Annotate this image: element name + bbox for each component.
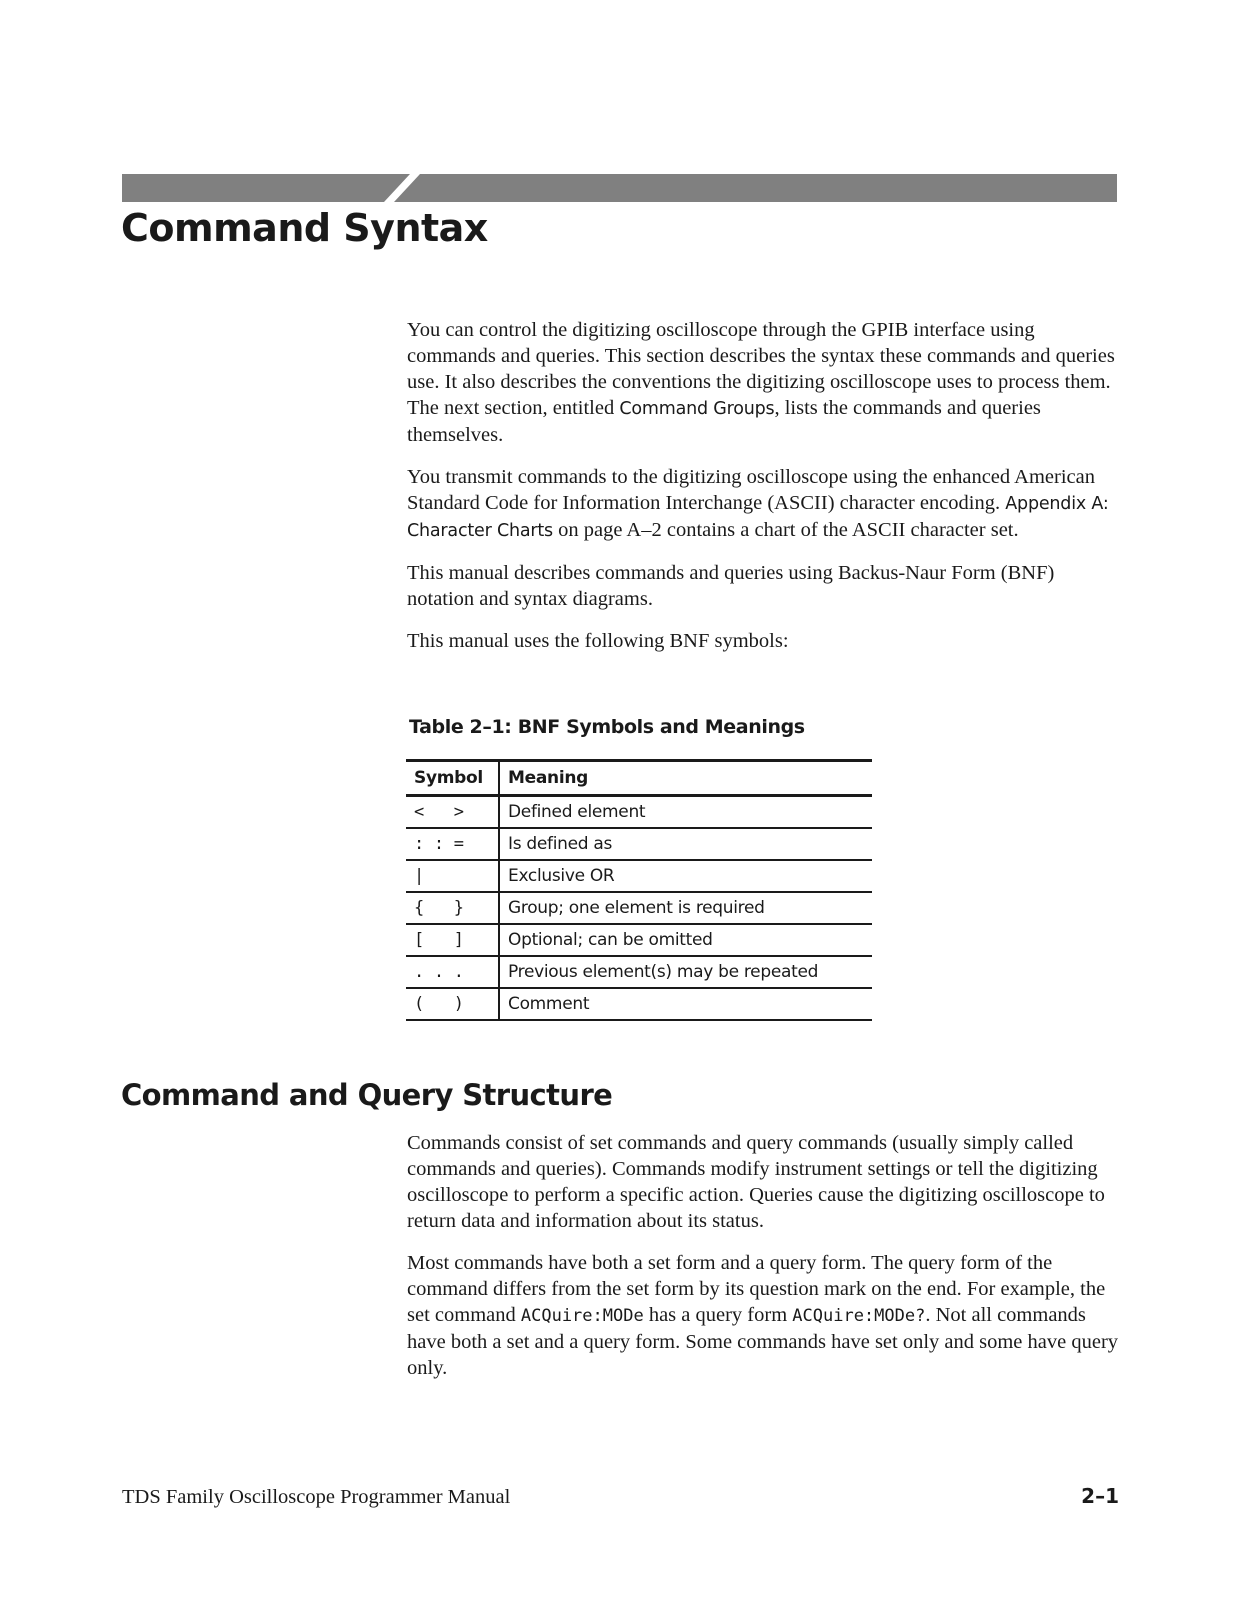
table-row: [406, 988, 872, 1020]
table-caption: Table 2–1: BNF Symbols and Meanings: [409, 716, 805, 738]
code-snippet: ACQuire:MODe?: [792, 1306, 926, 1326]
chapter-header-bar: [122, 174, 1117, 202]
bnf-symbols-table: [406, 759, 872, 1021]
intro-paragraph-4: This manual uses the following BNF symbols:: [407, 630, 789, 652]
intro-paragraph-2: You transmit commands to the digitizing oscilloscope using the enhanced American Standard Code for Information Interchange (ASCII) character encoding. Appendix A: Character Charts on page A–2 contains a chart of the ASCII character set.: [407, 466, 1109, 541]
intro-paragraph-1: You can control the digitizing oscilloscope through the GPIB interface using commands and queries. This section describes the syntax these commands and queries use. It also describes the conventions the digitizing oscilloscope uses to process them. The next section, entitled Command Groups, lists the commands and queries themselves.: [407, 319, 1115, 446]
table-row: [406, 924, 872, 956]
meaning-cell: Group; one element is required: [499, 892, 872, 924]
meaning-cell: Defined element: [499, 796, 872, 829]
symbol-cell: [ ]: [406, 924, 499, 956]
section-heading: Command and Query Structure: [121, 1078, 613, 1112]
table-header-row: [406, 761, 872, 796]
table-row: [406, 956, 872, 988]
meaning-cell: Optional; can be omitted: [499, 924, 872, 956]
table-row: [406, 860, 872, 892]
cross-reference: Command Groups: [619, 399, 775, 419]
symbol-cell: |: [406, 860, 499, 892]
symbol-cell: . . .: [406, 956, 499, 988]
cross-reference: Appendix A: Character Charts: [407, 494, 1109, 541]
intro-paragraph-3: This manual describes commands and queries using Backus-Naur Form (BNF) notation and syntax diagrams.: [407, 562, 1055, 610]
table-row: [406, 828, 872, 860]
meaning-cell: Comment: [499, 988, 872, 1020]
page-title: Command Syntax: [121, 206, 488, 250]
footer-page-number: 2–1: [1081, 1484, 1119, 1508]
symbol-cell: : : =: [406, 828, 499, 860]
meaning-cell: Exclusive OR: [499, 860, 872, 892]
structure-paragraph-2: Most commands have both a set form and a query form. The query form of the command differs from the set form by its question mark on the end. For example, the set command ACQuire:MODe has a query form ACQuire:MODe?. Not all commands have both a set and a query form. Some commands have set only and some have query only.: [407, 1252, 1119, 1379]
footer-manual-title: TDS Family Oscilloscope Programmer Manual: [122, 1486, 511, 1508]
structure-paragraph-1: Commands consist of set commands and query commands (usually simply called commands and queries). Commands modify instrument settings or tell the digitizing oscilloscope to perform a specific action. Queries cause the digitizing oscilloscope to return data and information about its status.: [407, 1132, 1105, 1232]
column-header-symbol: Symbol: [406, 761, 499, 796]
symbol-cell: < >: [406, 796, 499, 829]
column-header-meaning: Meaning: [499, 761, 872, 796]
symbol-cell: ( ): [406, 988, 499, 1020]
table-row: [406, 796, 872, 829]
meaning-cell: Previous element(s) may be repeated: [499, 956, 872, 988]
symbol-cell: { }: [406, 892, 499, 924]
meaning-cell: Is defined as: [499, 828, 872, 860]
code-snippet: ACQuire:MODe: [520, 1306, 644, 1326]
table-row: [406, 892, 872, 924]
intro-section: [407, 317, 1119, 670]
structure-section: [407, 1130, 1119, 1397]
